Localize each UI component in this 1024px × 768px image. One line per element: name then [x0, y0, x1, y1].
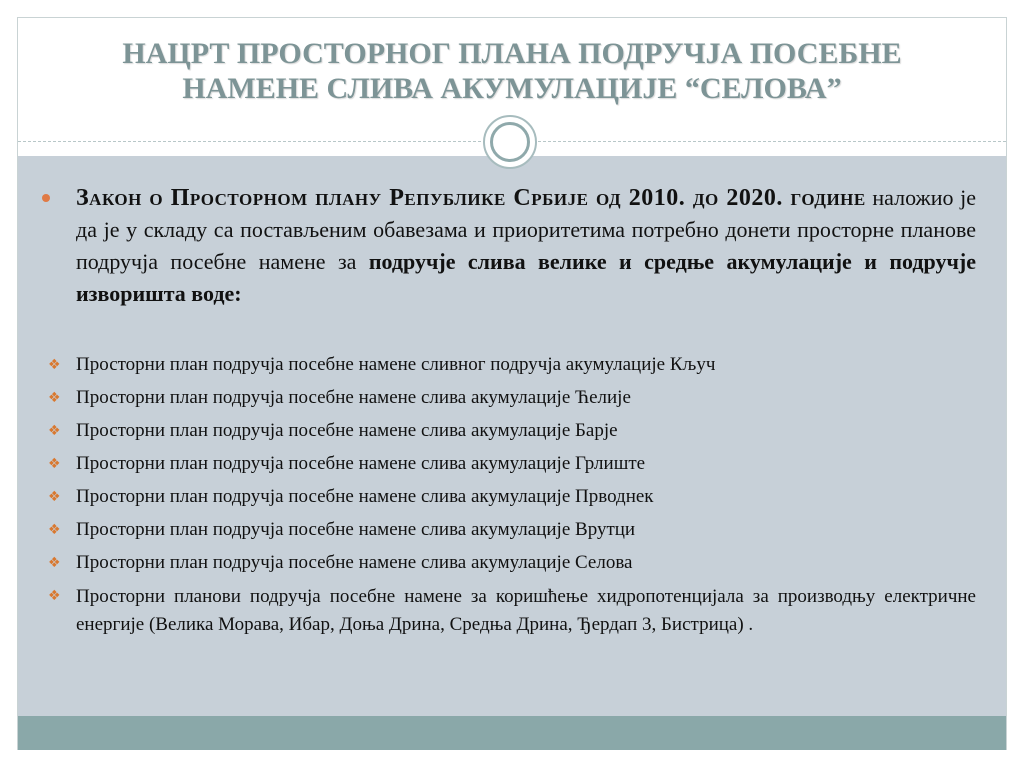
list-item-text: Просторни план подручја посебне намене сливног подручја акумулације Кључ — [76, 354, 716, 375]
diamond-bullet-icon: ❖ — [48, 423, 61, 439]
list-item — [44, 451, 976, 477]
circle-ornament-icon — [483, 115, 537, 169]
main-bullet-emphasis: подручје слива велике и средње акумулације и подручје изворишта воде: — [76, 249, 976, 306]
main-bullet-text — [56, 182, 976, 310]
diamond-bullet-icon: ❖ — [48, 588, 61, 604]
slide-title — [18, 36, 1006, 106]
list-item — [44, 517, 976, 543]
main-bullet-body: наложио је да је у складу са постављеним обавезама и приоритетима потребно донети просторне планове подручја посебне намене за — [76, 185, 976, 274]
slide-title-line-2: НАМЕНЕ СЛИВА АКУМУЛАЦИЈЕ “СЕЛОВА” — [182, 72, 842, 105]
main-bullet-point — [56, 182, 976, 310]
list-item — [44, 352, 976, 378]
list-item — [44, 583, 976, 639]
diamond-bullet-icon: ❖ — [48, 357, 61, 373]
diamond-bullet-icon: ❖ — [48, 390, 61, 406]
list-item-text: Просторни план подручја посебне намене слива акумулације Ћелије — [76, 387, 631, 408]
circle-ornament-inner — [490, 122, 530, 162]
list-item-text: Просторни план подручја посебне намене слива акумулације Грлиште — [76, 453, 646, 474]
diamond-bullet-icon: ❖ — [48, 456, 61, 472]
main-bullet-lead: Закон о Просторном плану Републике Србије од 2010. до 2020. године — [76, 185, 866, 211]
list-item-text: Просторни план подручја посебне намене слива акумулације Барје — [76, 420, 618, 441]
diamond-bullet-icon: ❖ — [48, 555, 61, 571]
list-item — [44, 418, 976, 444]
round-bullet-icon — [42, 194, 50, 202]
list-item — [44, 550, 976, 576]
list-item-text: Просторни планови подручја посебне намене за коришћење хидропотенцијала за производњу електричне енергије (Велика Морава, Ибар, Доња Дрина, Средња Дрина, Ђердап 3, Бистрица) . — [76, 586, 976, 635]
list-item-text: Просторни план подручја посебне намене слива акумулације Врутци — [76, 519, 636, 540]
list-item-text: Просторни план подручја посебне намене слива акумулације Прводнек — [76, 486, 654, 507]
slide-title-line-1: НАЦРТ ПРОСТОРНОГ ПЛАНА ПОДРУЧЈА ПОСЕБНЕ — [122, 37, 902, 70]
diamond-bullet-icon: ❖ — [48, 522, 61, 538]
sub-bullet-list — [44, 352, 976, 646]
diamond-bullet-icon: ❖ — [48, 489, 61, 505]
list-item-text: Просторни план подручја посебне намене слива акумулације Селова — [76, 552, 633, 573]
list-item — [44, 484, 976, 510]
list-item — [44, 385, 976, 411]
footer-bar — [18, 716, 1006, 750]
